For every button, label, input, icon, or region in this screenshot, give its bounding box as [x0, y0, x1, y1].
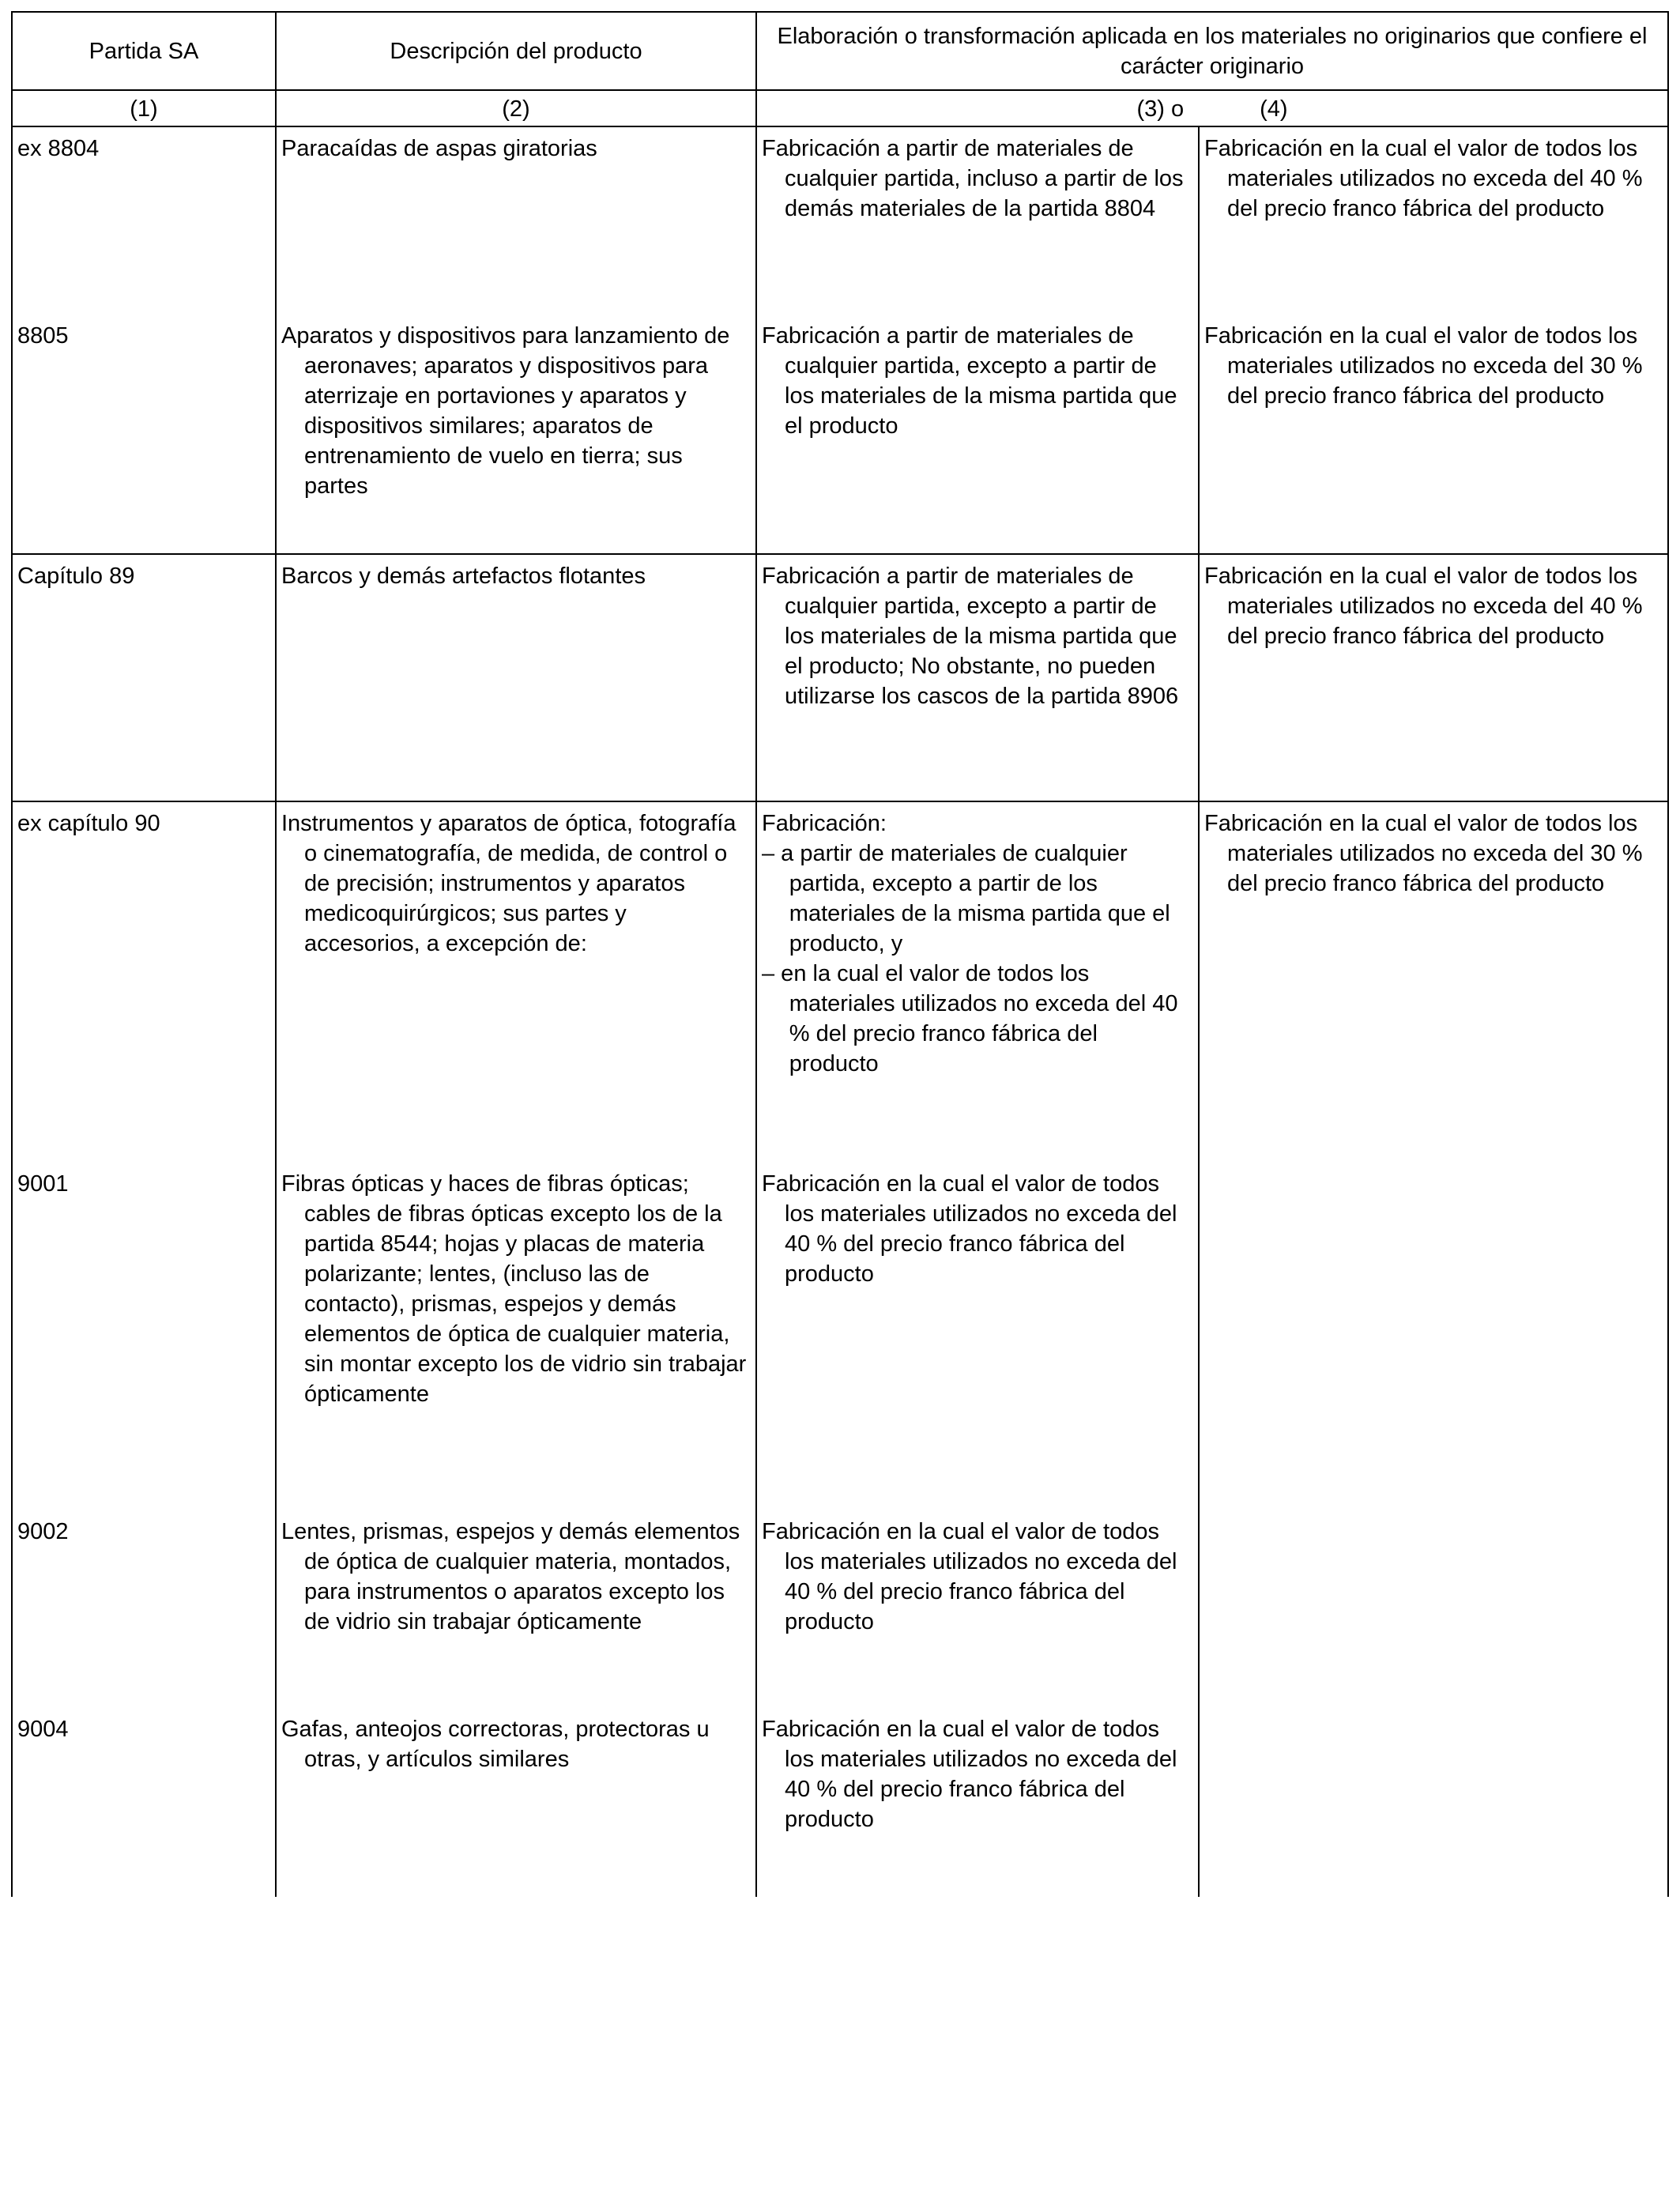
cell-rule-column3 — [757, 1510, 1200, 1708]
rule-paragraph: Fabricación en la cual el valor de todos los materiales utilizados no exceda del 30 % del precio franco fábrica del producto — [1204, 323, 1643, 409]
cell-descripcion — [277, 1510, 757, 1708]
cell-partida-code: 8805 — [13, 315, 277, 553]
cell-rule-column4 — [1200, 127, 1667, 315]
cell-partida-code: ex capítulo 90 — [13, 802, 277, 1163]
rule-paragraph: Fabricación en la cual el valor de todos los materiales utilizados no exceda del 40 % del precio franco fábrica del producto — [762, 1717, 1177, 1832]
table-section — [13, 801, 1667, 1897]
description-paragraph: Lentes, prismas, espejos y demás elementos de óptica de cualquier materia, montados, para instrumentos o aparatos excepto los de vidrio sin trabajar ópticamente — [281, 1519, 740, 1634]
header-partida-sa: Partida SA — [13, 13, 277, 89]
table-header-row — [13, 13, 1667, 91]
description-paragraph: Instrumentos y aparatos de óptica, fotografía o cinematografía, de medida, de control o de precisión; instrumentos y aparatos medicoquirúrgicos; sus partes y accesorios, a excepción de: — [281, 811, 736, 956]
column-number-2: (2) — [277, 91, 757, 127]
column-number-1: (1) — [13, 91, 277, 127]
cell-descripcion — [277, 1163, 757, 1510]
table-subheader-row — [13, 91, 1667, 127]
table-row — [13, 127, 1667, 315]
cell-rule-column3 — [757, 315, 1200, 553]
cell-descripcion — [277, 1708, 757, 1897]
table-section — [13, 127, 1667, 553]
rule-paragraph: Fabricación en la cual el valor de todos los materiales utilizados no exceda del 40 % del precio franco fábrica del producto — [762, 1171, 1177, 1287]
cell-rule-column4 — [1200, 315, 1667, 553]
rule-paragraph: Fabricación en la cual el valor de todos los materiales utilizados no exceda del 40 % del precio franco fábrica del producto — [1204, 564, 1643, 649]
table-row — [13, 1163, 1667, 1510]
cell-descripcion — [277, 127, 757, 315]
cell-partida-code: Capítulo 89 — [13, 555, 277, 801]
cell-descripcion — [277, 555, 757, 801]
header-elaboracion: Elaboración o transformación aplicada en los materiales no originarios que confiere el carácter originario — [777, 23, 1648, 79]
table-section — [13, 553, 1667, 801]
column-number-3-4 — [757, 91, 1667, 127]
rule-paragraph: Fabricación en la cual el valor de todos los materiales utilizados no exceda del 40 % del precio franco fábrica del producto — [762, 1519, 1177, 1634]
origin-rules-table — [11, 11, 1669, 1897]
cell-descripcion — [277, 315, 757, 553]
cell-partida-code: 9001 — [13, 1163, 277, 1510]
cell-rule-column3 — [757, 555, 1200, 801]
header-descripcion: Descripción del producto — [277, 13, 757, 89]
cell-rule-column4 — [1200, 1708, 1667, 1897]
cell-rule-column4 — [1200, 802, 1667, 1163]
cell-rule-column3 — [757, 802, 1200, 1163]
description-paragraph: Barcos y demás artefactos flotantes — [281, 564, 646, 589]
cell-descripcion — [277, 802, 757, 1163]
description-paragraph: Aparatos y dispositivos para lanzamiento de aeronaves; aparatos y dispositivos para aterrizaje en portaviones y aparatos y dispositivos similares; aparatos de entrenamiento de vuelo en tierra; sus partes — [281, 323, 730, 499]
rule-paragraph: Fabricación a partir de materiales de cualquier partida, incluso a partir de los demás materiales de la partida 8804 — [762, 136, 1184, 221]
cell-partida-code: ex 8804 — [13, 127, 277, 315]
table-row — [13, 315, 1667, 553]
cell-rule-column3 — [757, 127, 1200, 315]
cell-rule-column4 — [1200, 1510, 1667, 1708]
table-row — [13, 1510, 1667, 1708]
rule-paragraph: Fabricación en la cual el valor de todos los materiales utilizados no exceda del 30 % del precio franco fábrica del producto — [1204, 811, 1643, 896]
column-number-3: (3) o — [1136, 96, 1185, 122]
table-row — [13, 555, 1667, 801]
table-row — [13, 1708, 1667, 1897]
description-paragraph: Paracaídas de aspas giratorias — [281, 136, 597, 161]
column-number-4: (4) — [1260, 96, 1288, 122]
rule-paragraph: Fabricación a partir de materiales de cualquier partida, excepto a partir de los materiales de la misma partida que el producto — [762, 323, 1177, 439]
cell-partida-code: 9004 — [13, 1708, 277, 1897]
description-paragraph: Gafas, anteojos correctoras, protectoras u otras, y artículos similares — [281, 1717, 710, 1772]
rule-dash-item: – a partir de materiales de cualquier partida, excepto a partir de los materiales de la misma partida que el producto, y — [762, 841, 1170, 956]
cell-rule-column4 — [1200, 1163, 1667, 1510]
description-paragraph: Fibras ópticas y haces de fibras ópticas; cables de fibras ópticas excepto los de la partida 8544; hojas y placas de materia polarizante; lentes, (incluso las de contacto), prismas, espejos y demás elementos de óptica de cualquier materia, sin montar excepto los de vidrio sin trabajar ópticamente — [281, 1171, 747, 1407]
rule-paragraph: Fabricación: — [762, 811, 887, 836]
rule-paragraph: Fabricación en la cual el valor de todos los materiales utilizados no exceda del 40 % del precio franco fábrica del producto — [1204, 136, 1643, 221]
rule-dash-item: – en la cual el valor de todos los materiales utilizados no exceda del 40 % del precio franco fábrica del producto — [762, 961, 1178, 1076]
cell-partida-code: 9002 — [13, 1510, 277, 1708]
rule-paragraph: Fabricación a partir de materiales de cualquier partida, excepto a partir de los materiales de la misma partida que el producto; No obstante, no pueden utilizarse los cascos de la partida 8906 — [762, 564, 1179, 709]
table-row — [13, 802, 1667, 1163]
cell-rule-column3 — [757, 1163, 1200, 1510]
cell-rule-column4 — [1200, 555, 1667, 801]
cell-rule-column3 — [757, 1708, 1200, 1897]
